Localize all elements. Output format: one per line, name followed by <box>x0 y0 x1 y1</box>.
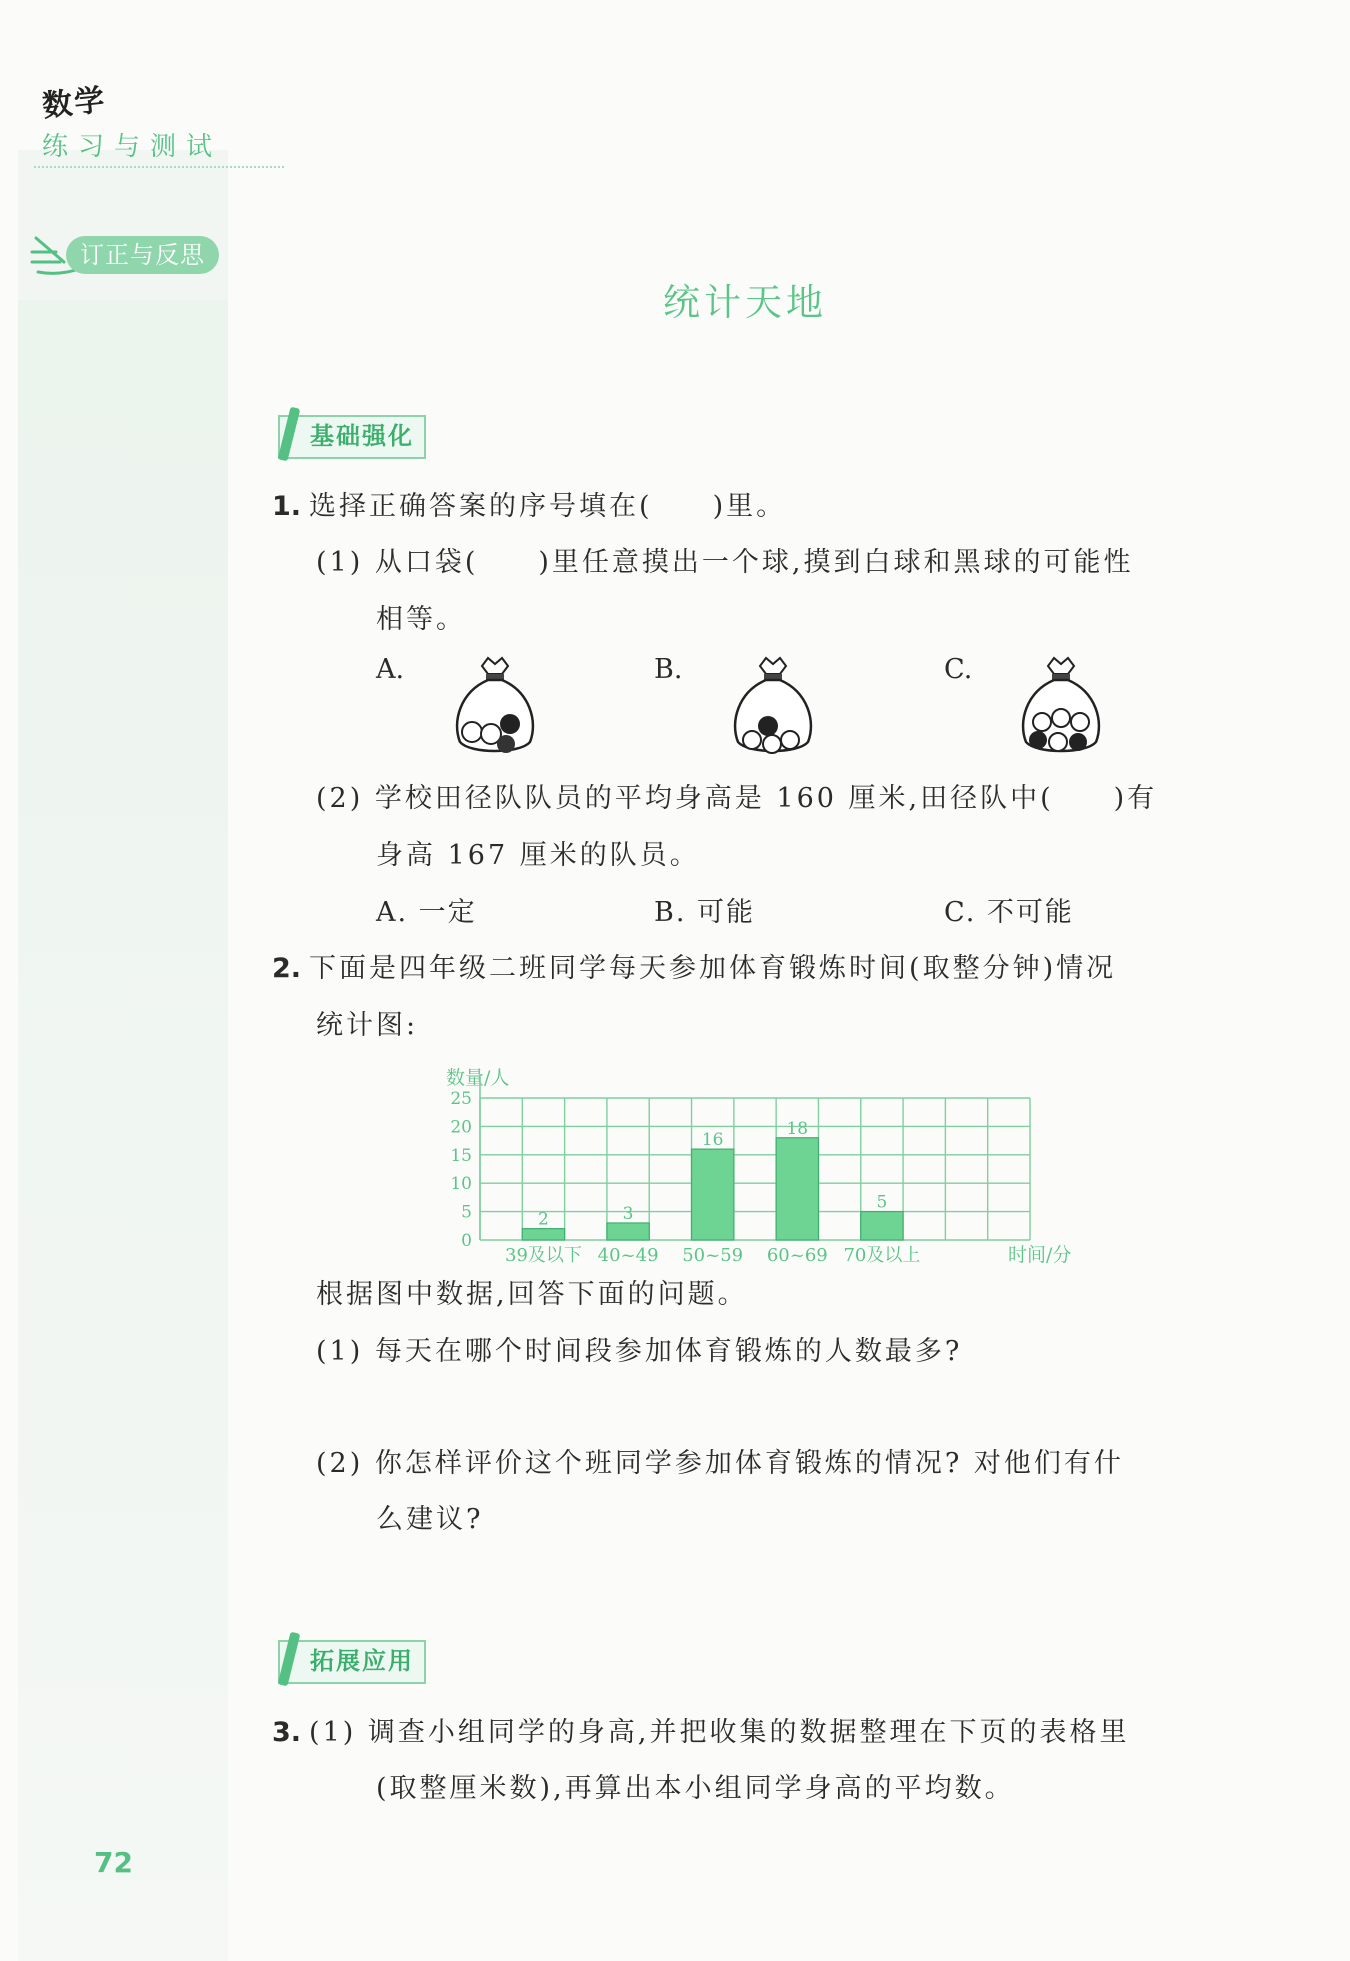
book-title: 练习与测试 <box>42 132 223 162</box>
section-label-basic-text: 基础强化 <box>310 422 414 450</box>
q1-number: 1. <box>272 491 302 522</box>
q3-number: 3. <box>272 1717 302 1748</box>
y-tick-label: 20 <box>450 1117 472 1138</box>
q3-text-1: (1) 调查小组同学的身高,并把收集的数据整理在下页的表格里 <box>309 1717 1130 1748</box>
y-tick-label: 25 <box>450 1089 472 1109</box>
x-tick-label-3: 60~69 <box>766 1245 828 1266</box>
chart-y-ticks <box>450 1089 472 1251</box>
y-tick-label: 15 <box>450 1145 472 1166</box>
subject-label: 数学 <box>40 82 109 125</box>
correction-tag-label: 订正与反思 <box>66 236 219 274</box>
bar-3 <box>776 1138 818 1240</box>
value-label-0: 2 <box>538 1209 549 1230</box>
section-label-basic <box>278 415 426 459</box>
section-label-extend-text: 拓展应用 <box>310 1647 414 1675</box>
pen-icon <box>278 407 301 462</box>
q1-stem-line <box>272 484 786 523</box>
exercise-time-bar-chart <box>420 1060 1100 1280</box>
bag-b-image <box>728 652 818 756</box>
bag-c-image <box>1016 652 1106 756</box>
q1-part1-line2: 相等。 <box>376 604 466 635</box>
bar-2 <box>692 1149 734 1240</box>
q2-sub1: (1) 每天在哪个时间段参加体育锻炼的人数最多? <box>316 1336 963 1367</box>
page-number: 72 <box>94 1846 133 1879</box>
section-label-extend <box>278 1640 426 1684</box>
header-divider <box>34 166 284 168</box>
q2-number: 2. <box>272 953 302 984</box>
value-label-1: 3 <box>622 1203 634 1224</box>
x-tick-label-2: 50~59 <box>682 1245 744 1266</box>
q1-part2-line2: 身高 167 厘米的队员。 <box>376 840 700 871</box>
q2-after-chart: 根据图中数据,回答下面的问题。 <box>316 1279 748 1310</box>
pen-icon <box>278 1632 301 1687</box>
chart-bars <box>522 1138 903 1240</box>
q1-part2-option-b: B. 可能 <box>654 897 756 928</box>
chart-x-ticks <box>505 1245 920 1266</box>
page-title: 统计天地 <box>663 281 827 324</box>
q2-line2: 统计图: <box>316 1010 419 1041</box>
chart-x-axis-label: 时间/分 <box>1008 1244 1072 1266</box>
x-tick-label-0: 39及以下 <box>505 1245 582 1266</box>
bar-1 <box>607 1223 649 1240</box>
q2-sub2-line1: (2) 你怎样评价这个班同学参加体育锻炼的情况? 对他们有什 <box>316 1448 1124 1479</box>
chart-y-axis-label: 数量/人 <box>446 1067 510 1089</box>
value-label-2: 16 <box>701 1130 724 1151</box>
q2-line1 <box>272 946 1116 985</box>
q1-part1-line1: (1) 从口袋( )里任意摸出一个球,摸到白球和黑球的可能性 <box>316 547 1134 578</box>
sidebar-band <box>18 300 228 1961</box>
q2-sub2-line2: 么建议? <box>376 1504 484 1535</box>
x-tick-label-1: 40~49 <box>597 1245 659 1266</box>
book-header <box>42 78 222 163</box>
bag-a-image <box>450 652 540 756</box>
bar-0 <box>522 1229 564 1240</box>
q1-part2-option-c: C. 不可能 <box>944 897 1074 928</box>
q1-part2-line1: (2) 学校田径队队员的平均身高是 160 厘米,田径队中( )有 <box>316 783 1158 814</box>
value-label-3: 18 <box>786 1118 809 1139</box>
chart-grid <box>480 1074 1030 1240</box>
q1-stem: 选择正确答案的序号填在( )里。 <box>309 491 787 522</box>
q1-option-a: A. <box>376 654 405 685</box>
q3-line2: (取整厘米数),再算出本小组同学身高的平均数。 <box>376 1773 1015 1804</box>
q1-part2-option-a: A. 一定 <box>376 897 477 928</box>
x-tick-label-4: 70及以上 <box>843 1245 921 1266</box>
q3-line1 <box>272 1710 1129 1749</box>
q1-option-b: B. <box>654 654 683 685</box>
q2-text-1: 下面是四年级二班同学每天参加体育锻炼时间(取整分钟)情况 <box>309 953 1117 984</box>
y-tick-label: 10 <box>450 1174 472 1195</box>
y-tick-label: 0 <box>461 1231 472 1251</box>
value-label-4: 5 <box>876 1192 888 1213</box>
bar-4 <box>861 1212 903 1240</box>
q1-option-c: C. <box>944 654 973 685</box>
y-tick-label: 5 <box>461 1202 472 1223</box>
